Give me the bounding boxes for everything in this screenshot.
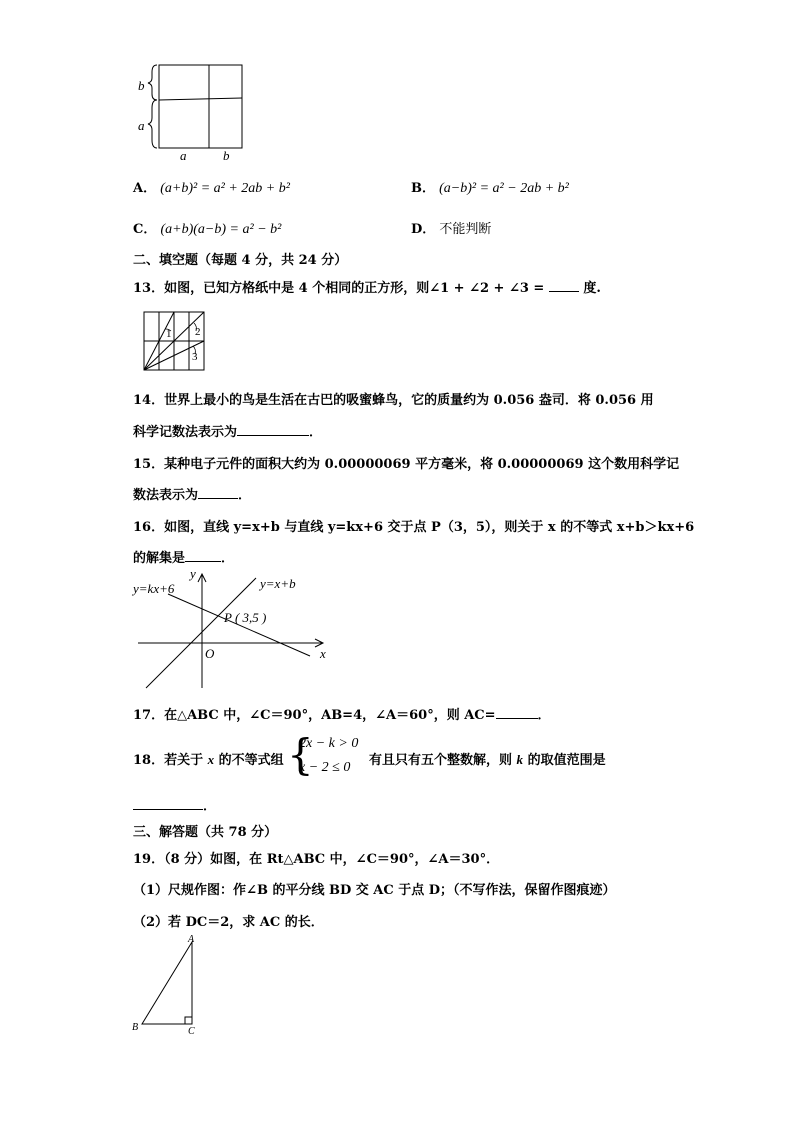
option-c-text: (a+b)(a−b) = a² − b² — [160, 222, 282, 237]
label-b-bottom: b — [223, 148, 230, 163]
q15-line2 — [133, 484, 251, 503]
q16-line-kx6-label: y=kx+6 — [133, 581, 175, 596]
label-a-bottom: a — [180, 148, 187, 163]
option-c — [133, 218, 281, 238]
q16-line2-text: 的解集是 — [133, 551, 186, 566]
q17-body: 17．在△ABC 中，∠C＝90°，AB=4，∠A＝60°，则 AC= — [133, 708, 496, 723]
q14-line1: 14．世界上最小的鸟是生活在古巴的吸蜜蜂鸟，它的质量约为 0.056 盎司．将 0.056 用 — [133, 393, 654, 408]
q15-line1: 15．某种电子元件的面积大约为 0.00000069 平方毫米，将 0.00000069 这个数用科学记 — [133, 457, 680, 472]
q18-var-x: x — [207, 752, 215, 767]
q14-end: ． — [309, 425, 323, 440]
section2-title: 二、填空题（每题 4 分，共 24 分） — [133, 253, 348, 268]
q19-vertex-a: A — [188, 934, 195, 945]
option-b-key: B． — [411, 181, 435, 196]
q12-area-figure — [130, 60, 260, 165]
option-a — [133, 177, 290, 197]
q13-angle-2-label: 2 — [195, 326, 201, 338]
answer-blank-18[interactable] — [133, 797, 203, 810]
option-d-key: D． — [411, 222, 436, 237]
q16-line2 — [133, 547, 234, 566]
q18-suffix2: 的取值范围是 — [527, 753, 606, 768]
q18-text-right — [369, 749, 606, 768]
q13-angle-3-label: 3 — [192, 351, 198, 363]
answer-blank-14[interactable] — [237, 423, 309, 436]
section3-title: 三、解答题（共 78 分） — [133, 825, 278, 840]
q16-point-p-label: P ( 3,5 ) — [224, 610, 267, 625]
q19-triangle-figure — [128, 932, 208, 1036]
q19-vertex-c: C — [188, 1026, 195, 1036]
answer-blank-17[interactable] — [496, 706, 538, 719]
q18-mid: 的不等式组 — [218, 753, 284, 768]
option-d-text: 不能判断 — [439, 222, 492, 237]
option-d — [411, 218, 491, 237]
q16-origin-label: O — [205, 646, 215, 661]
q16-end: ． — [221, 551, 235, 566]
q17-end: ． — [537, 708, 551, 723]
option-a-text: (a+b)² = a² + 2ab + b² — [160, 181, 290, 196]
q14-line2-text: 科学记数法表示为 — [133, 425, 238, 440]
q18-prefix: 18．若关于 — [133, 753, 204, 768]
q13-angle-1-label: 1 — [166, 328, 172, 340]
answer-blank-15[interactable] — [198, 486, 238, 499]
q15-line2-text: 数法表示为 — [133, 488, 199, 503]
q16-graph — [128, 566, 343, 694]
q16-line1: 16．如图，直线 y=x+b 与直线 y=kx+6 交于点 P（3，5），则关于 x 的不等式 x+b＞kx+6 — [133, 520, 695, 535]
q18-ineq2: x − 2 ≤ 0 — [299, 760, 351, 775]
q18-end: ． — [203, 799, 217, 814]
q16-x-axis-label: x — [320, 646, 326, 661]
q18-line2 — [133, 795, 216, 814]
q13-text-after: 度. — [583, 281, 601, 296]
q14-line2 — [133, 421, 322, 440]
answer-blank-13[interactable] — [549, 279, 579, 292]
label-b-left: b — [138, 78, 145, 93]
answer-blank-16[interactable] — [185, 549, 221, 562]
option-c-key: C． — [133, 222, 157, 237]
q18-text — [133, 749, 284, 768]
q19-vertex-b: B — [132, 1022, 139, 1033]
q13-grid-figure — [140, 309, 220, 373]
q13-text — [133, 277, 601, 296]
q18-suffix: 有且只有五个整数解，则 — [369, 753, 513, 768]
q18-brace: { — [287, 730, 314, 779]
q15-end: ． — [238, 488, 252, 503]
option-b-text: (a−b)² = a² − 2ab + b² — [439, 181, 569, 196]
q18-ineq1: 2x − k > 0 — [299, 736, 359, 751]
q16-line-xb-label: y=x+b — [260, 576, 296, 591]
q19-intro: 19．（8 分）如图，在 Rt△ABC 中，∠C＝90°，∠A＝30°． — [133, 852, 500, 867]
q19-part2: （2）若 DC＝2，求 AC 的长． — [133, 915, 324, 930]
label-a-left: a — [138, 118, 145, 133]
option-a-key: A． — [133, 181, 157, 196]
q18-var-k: k — [516, 752, 524, 767]
q13-text-before: 13．如图，已知方格纸中是 4 个相同的正方形，则∠1 + ∠2 + ∠3 = — [133, 281, 545, 296]
q19-part1: （1）尺规作图：作∠B 的平分线 BD 交 AC 于点 D；（不写作法，保留作图痕迹） — [133, 883, 616, 898]
option-b — [411, 177, 569, 197]
q17-text — [133, 704, 551, 723]
q16-y-axis-label: y — [190, 566, 196, 581]
